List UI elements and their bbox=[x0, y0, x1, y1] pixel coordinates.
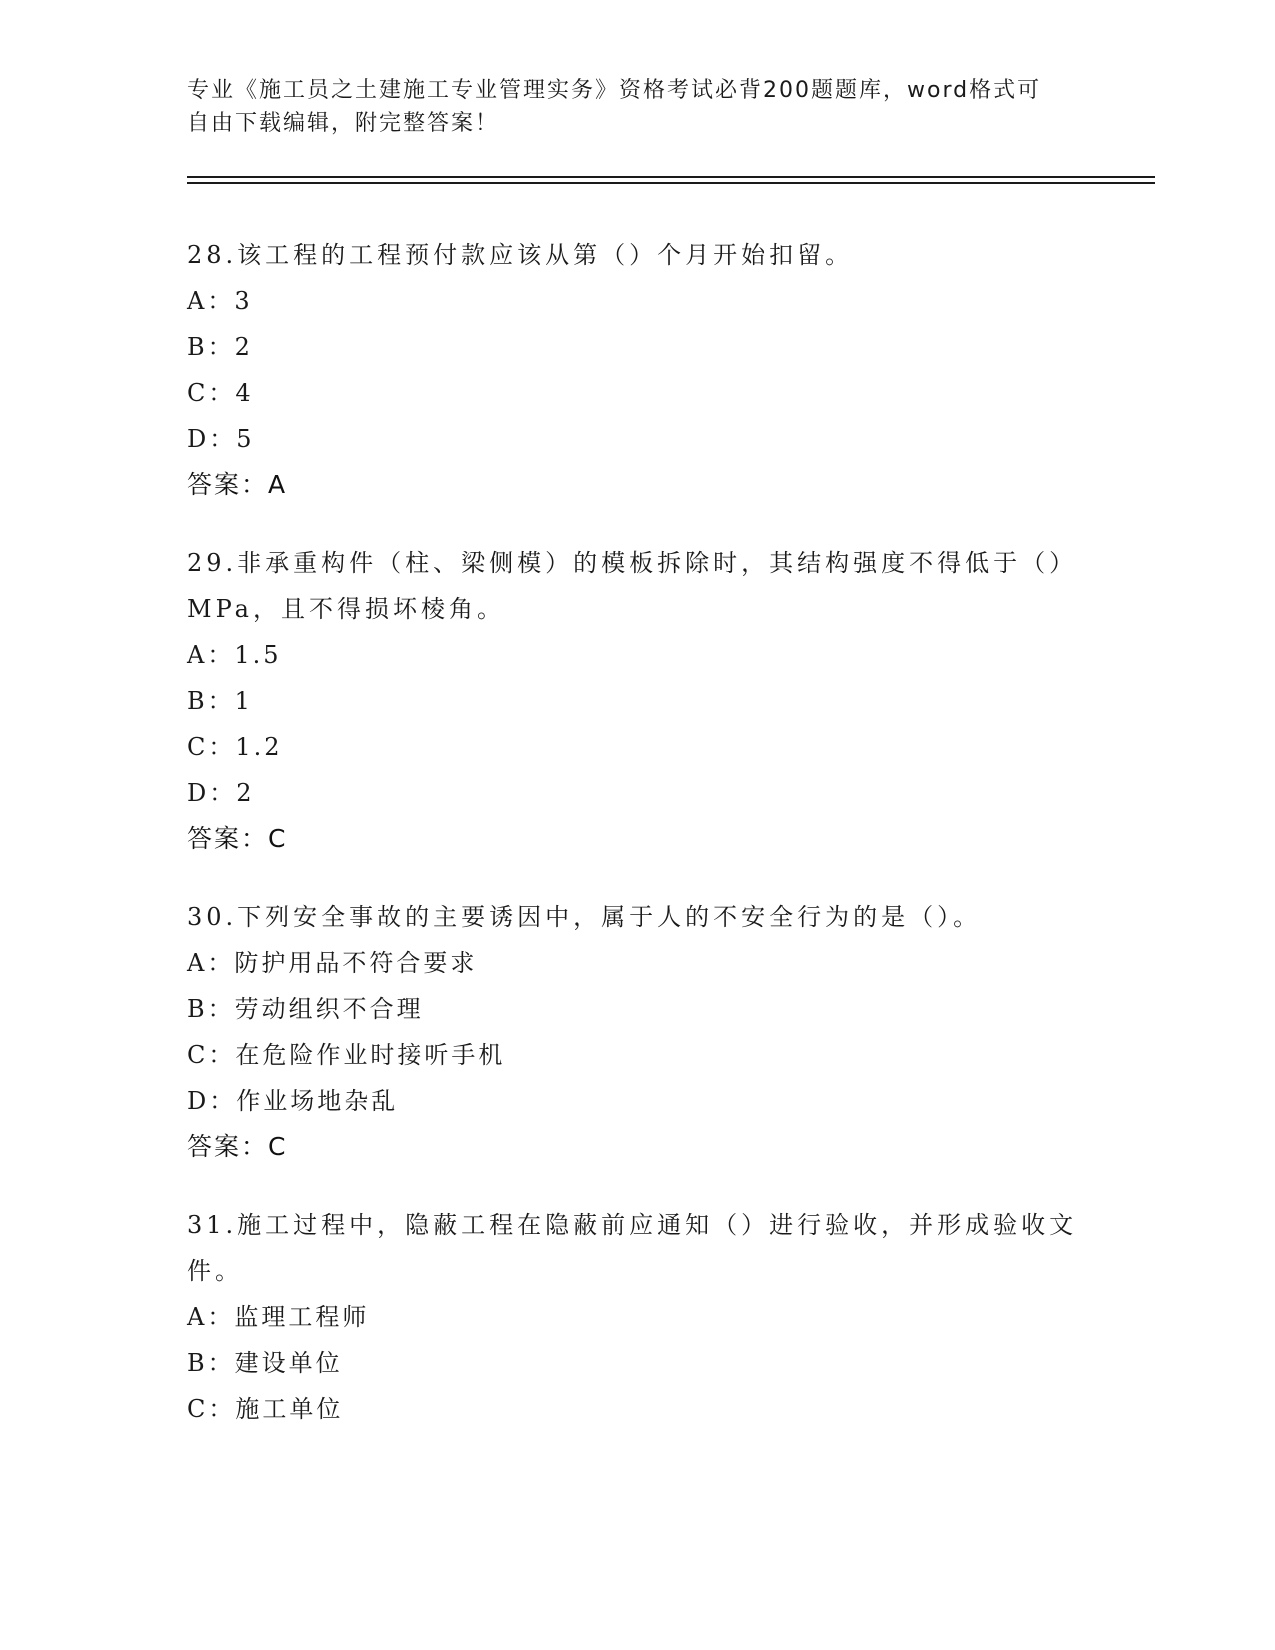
option-a: A：防护用品不符合要求 bbox=[187, 949, 478, 977]
option-a: A：3 bbox=[187, 287, 253, 315]
header-divider-double bbox=[187, 182, 1155, 184]
question-list bbox=[187, 232, 1087, 1464]
header-title-line-2: 自由下载编辑，附完整答案！ bbox=[187, 111, 500, 136]
option-b: B：劳动组织不合理 bbox=[187, 995, 424, 1023]
header-divider bbox=[187, 176, 1155, 178]
option-d: D：5 bbox=[187, 425, 255, 453]
option-b: B：建设单位 bbox=[187, 1349, 343, 1377]
option-b: B：1 bbox=[187, 687, 253, 715]
question-28 bbox=[187, 232, 1087, 508]
option-d: D：作业场地杂乱 bbox=[187, 1087, 399, 1115]
option-c: C：1.2 bbox=[187, 733, 283, 761]
option-d: D：2 bbox=[187, 779, 255, 807]
option-c: C：在危险作业时接听手机 bbox=[187, 1041, 506, 1069]
answer-key: 答案：C bbox=[187, 824, 288, 853]
question-stem: 29.非承重构件（柱、梁侧模）的模板拆除时，其结构强度不得低于（）MPa，且不得损坏棱角。 bbox=[187, 549, 1078, 623]
question-30 bbox=[187, 894, 1087, 1170]
question-stem: 30.下列安全事故的主要诱因中，属于人的不安全行为的是（）。 bbox=[187, 903, 982, 931]
answer-key: 答案：A bbox=[187, 470, 288, 499]
option-c: C：4 bbox=[187, 379, 254, 407]
answer-key: 答案：C bbox=[187, 1132, 288, 1161]
option-a: A：监理工程师 bbox=[187, 1303, 370, 1331]
option-b: B：2 bbox=[187, 333, 253, 361]
document-header bbox=[187, 74, 1087, 140]
question-stem: 28.该工程的工程预付款应该从第（）个月开始扣留。 bbox=[187, 241, 854, 269]
option-c: C：施工单位 bbox=[187, 1395, 344, 1423]
question-stem: 31.施工过程中，隐蔽工程在隐蔽前应通知（）进行验收，并形成验收文件。 bbox=[187, 1211, 1078, 1285]
question-31 bbox=[187, 1202, 1087, 1432]
question-29 bbox=[187, 540, 1087, 862]
header-title-line-1: 专业《施工员之土建施工专业管理实务》资格考试必背200题题库，word格式可 bbox=[187, 78, 1042, 103]
option-a: A：1.5 bbox=[187, 641, 282, 669]
